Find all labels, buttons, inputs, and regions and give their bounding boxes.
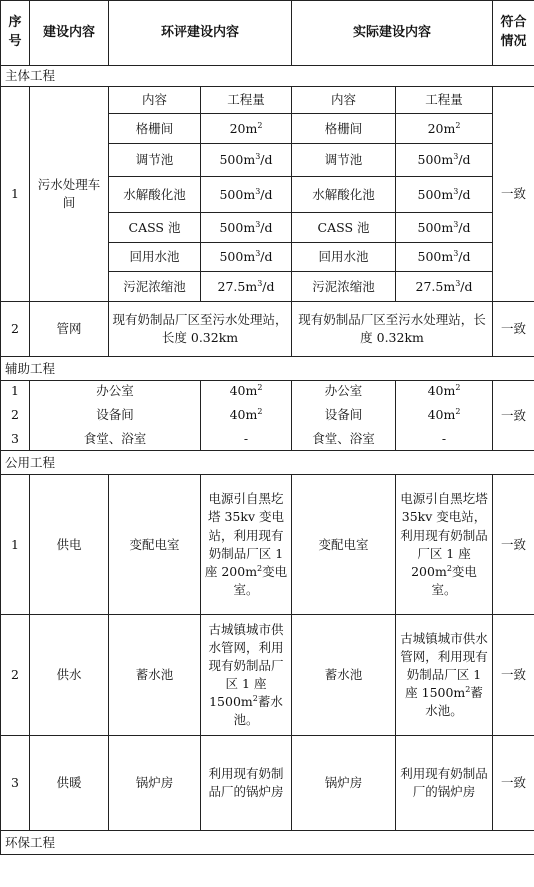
aux-act-qty: $40m^2$ [396, 402, 493, 429]
header-actual: 实际建设内容 [292, 1, 493, 66]
act-item-qty: $500m^3/d$ [396, 243, 493, 272]
public-conform: 一致 [493, 615, 534, 736]
main-conform-2: 一致 [493, 302, 534, 357]
public-eia-text: 古城镇城市供水管网，利用现有奶制品厂区 1 座 $1500m^2$蓄水池。 [201, 615, 292, 736]
act-item-name: 水解酸化池 [292, 177, 396, 213]
section-env: 环保工程 [1, 831, 534, 855]
public-act-text: 电源引自黑圪塔 35kv 变电站，利用现有奶制品厂区 1 座 $200m^2$变电室。 [396, 475, 493, 615]
header-row [1, 1, 534, 66]
aux-eia-qty: - [201, 429, 292, 451]
main-row2-name: 管网 [30, 302, 109, 357]
aux-act-name: 设备间 [292, 402, 396, 429]
main-row1-name: 污水处理车间 [30, 87, 109, 302]
eia-item-name: 格栅间 [109, 114, 201, 144]
eia-item-qty: $27.5m^3/d$ [201, 272, 292, 302]
aux-act-qty: $40m^2$ [396, 381, 493, 402]
public-eia-text: 利用现有奶制品厂的锅炉房 [201, 736, 292, 831]
public-eia-facility: 变配电室 [109, 475, 201, 615]
public-eia-facility: 蓄水池 [109, 615, 201, 736]
aux-no: 3 [1, 429, 30, 451]
aux-no: 1 [1, 381, 30, 402]
act-item-qty: $500m^3/d$ [396, 144, 493, 177]
section-public: 公用工程 [1, 451, 534, 475]
section-aux: 辅助工程 [1, 357, 534, 381]
main-row2-eia: 现有奶制品厂区至污水处理站，长度 0.32km [109, 302, 292, 357]
eia-subhead-name: 内容 [109, 87, 201, 114]
public-conform: 一致 [493, 475, 534, 615]
public-act-facility: 变配电室 [292, 475, 396, 615]
public-act-text: 利用现有奶制品厂的锅炉房 [396, 736, 493, 831]
act-item-qty: $27.5m^3/d$ [396, 272, 493, 302]
aux-no: 2 [1, 402, 30, 429]
public-conform: 一致 [493, 736, 534, 831]
act-item-qty: $20m^2$ [396, 114, 493, 144]
eia-item-name: 水解酸化池 [109, 177, 201, 213]
act-item-qty: $500m^3/d$ [396, 177, 493, 213]
header-eia: 环评建设内容 [109, 1, 292, 66]
public-act-text: 古城镇城市供水管网，利用现有奶制品厂区 1 座 $1500m^2$蓄水池。 [396, 615, 493, 736]
aux-eia-qty: $40m^2$ [201, 381, 292, 402]
public-eia-text: 电源引自黑圪塔 35kv 变电站，利用现有奶制品厂区 1 座 $200m^2$变电室。 [201, 475, 292, 615]
main-row2-no: 2 [1, 302, 30, 357]
section-main: 主体工程 [1, 66, 534, 87]
eia-item-qty: $20m^2$ [201, 114, 292, 144]
act-item-qty: $500m^3/d$ [396, 213, 493, 243]
header-conform: 符合情况 [493, 1, 534, 66]
eia-subhead-qty: 工程量 [201, 87, 292, 114]
aux-conform: 一致 [493, 381, 534, 451]
act-subhead-name: 内容 [292, 87, 396, 114]
public-eia-facility: 锅炉房 [109, 736, 201, 831]
aux-eia-name: 办公室 [30, 381, 201, 402]
header-no: 序号 [1, 1, 30, 66]
eia-item-name: 调节池 [109, 144, 201, 177]
act-item-name: 调节池 [292, 144, 396, 177]
public-no: 3 [1, 736, 30, 831]
eia-item-name: 污泥浓缩池 [109, 272, 201, 302]
act-item-name: 回用水池 [292, 243, 396, 272]
eia-item-name: CASS 池 [109, 213, 201, 243]
public-act-facility: 蓄水池 [292, 615, 396, 736]
aux-act-qty: - [396, 429, 493, 451]
public-type: 供水 [30, 615, 109, 736]
public-type: 供暖 [30, 736, 109, 831]
aux-eia-qty: $40m^2$ [201, 402, 292, 429]
aux-act-name: 办公室 [292, 381, 396, 402]
eia-item-qty: $500m^3/d$ [201, 177, 292, 213]
main-row2-actual: 现有奶制品厂区至污水处理站，长度 0.32km [292, 302, 493, 357]
eia-item-qty: $500m^3/d$ [201, 213, 292, 243]
public-act-facility: 锅炉房 [292, 736, 396, 831]
eia-item-name: 回用水池 [109, 243, 201, 272]
aux-eia-name: 设备间 [30, 402, 201, 429]
act-item-name: 格栅间 [292, 114, 396, 144]
eia-item-qty: $500m^3/d$ [201, 144, 292, 177]
eia-item-qty: $500m^3/d$ [201, 243, 292, 272]
aux-eia-name: 食堂、浴室 [30, 429, 201, 451]
main-row1-no: 1 [1, 87, 30, 302]
public-no: 1 [1, 475, 30, 615]
header-content: 建设内容 [30, 1, 109, 66]
public-type: 供电 [30, 475, 109, 615]
public-no: 2 [1, 615, 30, 736]
act-item-name: 污泥浓缩池 [292, 272, 396, 302]
act-subhead-qty: 工程量 [396, 87, 493, 114]
main-conform-1: 一致 [493, 87, 534, 302]
act-item-name: CASS 池 [292, 213, 396, 243]
aux-act-name: 食堂、浴室 [292, 429, 396, 451]
